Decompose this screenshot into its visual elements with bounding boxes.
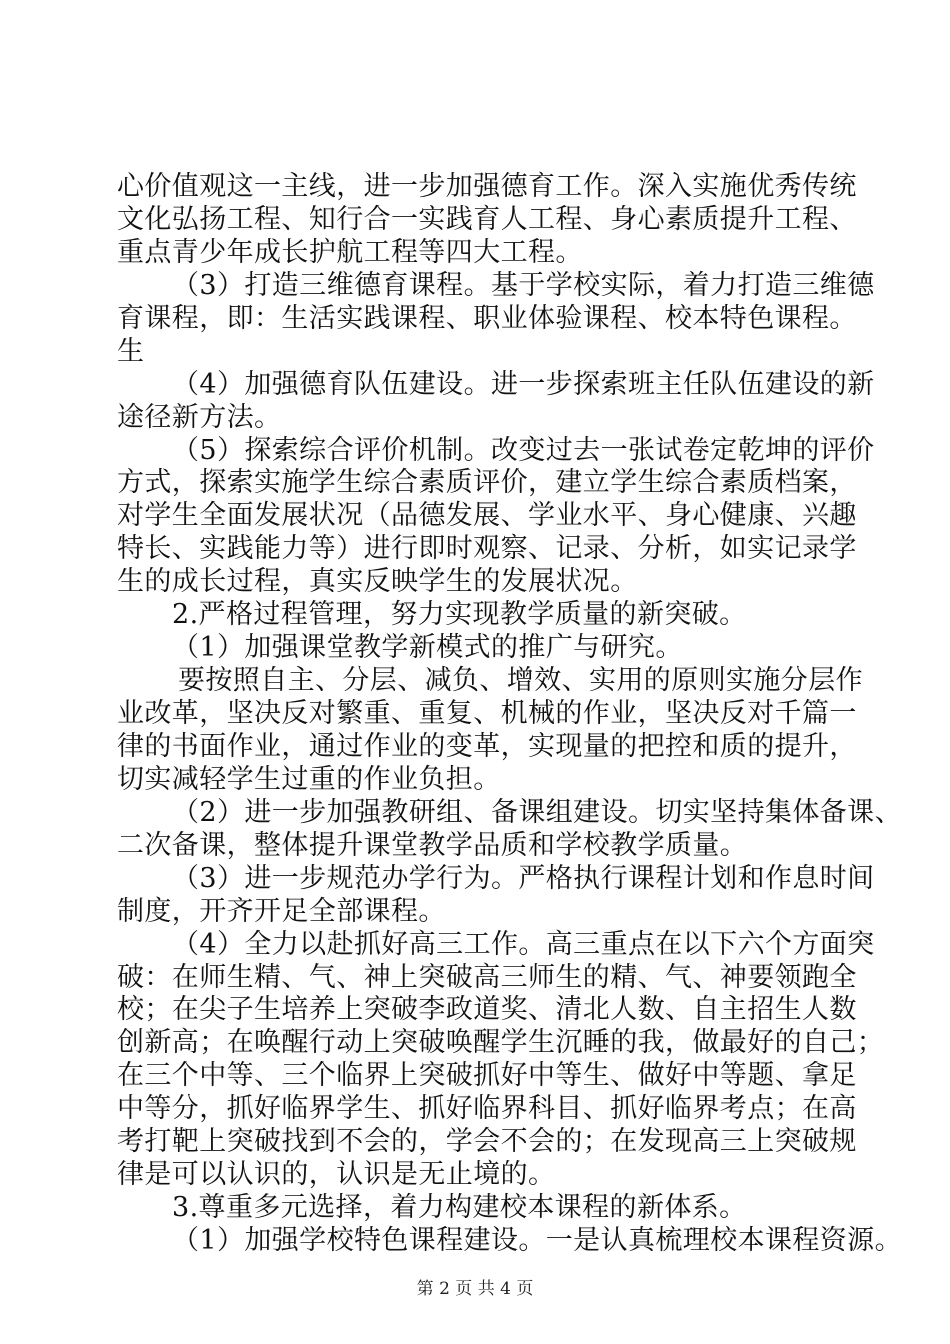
text-line: （1）加强课堂教学新模式的推广与研究。 xyxy=(172,632,683,663)
text-line: （1）加强学校特色课程建设。一是认真梳理校本课程资源。 xyxy=(172,1225,902,1256)
text-line: 在三个中等、三个临界上突破抓好中等生、做好中等题、拿足 xyxy=(117,1060,857,1091)
text-line: （4）全力以赴抓好高三工作。高三重点在以下六个方面突 xyxy=(172,929,875,960)
text-line: （3）进一步规范办学行为。严格执行课程计划和作息时间 xyxy=(172,863,875,894)
text-line: （4）加强德育队伍建设。进一步探索班主任队伍建设的新 xyxy=(172,369,875,400)
text-line: 方式，探索实施学生综合素质评价，建立学生综合素质档案， xyxy=(117,467,857,498)
text-line: 要按照自主、分层、减负、增效、实用的原则实施分层作 xyxy=(178,665,863,696)
text-line: 中等分，抓好临界学生、抓好临界科目、抓好临界考点；在高 xyxy=(117,1093,857,1124)
text-line: 二次备课，整体提升课堂教学品质和学校教学质量。 xyxy=(117,830,748,861)
text-line: 特长、实践能力等）进行即时观察、记录、分析，如实记录学 xyxy=(117,533,857,564)
text-line: 对学生全面发展状况（品德发展、学业水平、身心健康、兴趣 xyxy=(117,500,857,531)
text-line: 律是可以认识的，认识是无止境的。 xyxy=(117,1159,556,1190)
text-line: 切实减轻学生过重的作业负担。 xyxy=(117,764,501,795)
text-line: 途径新方法。 xyxy=(117,402,282,433)
text-line: 心价值观这一主线，进一步加强德育工作。深入实施优秀传统 xyxy=(117,171,857,202)
text-line: 育课程，即：生活实践课程、职业体验课程、校本特色课程。 xyxy=(117,303,857,334)
text-line: 制度，开齐开足全部课程。 xyxy=(117,896,446,927)
text-line: （3）打造三维德育课程。基于学校实际，着力打造三维德 xyxy=(172,270,875,301)
text-line: 律的书面作业，通过作业的变革，实现量的把控和质的提升， xyxy=(117,731,857,762)
text-line: 校；在尖子生培养上突破李政道奖、清北人数、自主招生人数 xyxy=(117,994,857,1025)
text-line: 生 xyxy=(117,336,145,367)
page-number-footer: 第 2 页 共 4 页 xyxy=(416,1279,534,1299)
section-heading: 2.严格过程管理，努力实现教学质量的新突破。 xyxy=(172,599,747,630)
text-line: 文化弘扬工程、知行合一实践育人工程、身心素质提升工程、 xyxy=(117,204,857,235)
text-line: 业改革，坚决反对繁重、重复、机械的作业，坚决反对千篇一 xyxy=(117,698,857,729)
text-line: 破：在师生精、气、神上突破高三师生的精、气、神要领跑全 xyxy=(117,962,857,993)
text-line: （2）进一步加强教研组、备课组建设。切实坚持集体备课、 xyxy=(172,797,902,828)
text-line: 创新高；在唤醒行动上突破唤醒学生沉睡的我，做最好的自己； xyxy=(117,1027,885,1058)
text-line: 重点青少年成长护航工程等四大工程。 xyxy=(117,237,583,268)
text-line: 考打靶上突破找到不会的，学会不会的；在发现高三上突破规 xyxy=(117,1126,857,1157)
text-line: （5）探索综合评价机制。改变过去一张试卷定乾坤的评价 xyxy=(172,435,875,466)
section-heading: 3.尊重多元选择，着力构建校本课程的新体系。 xyxy=(172,1192,747,1223)
text-line: 生的成长过程，真实反映学生的发展状况。 xyxy=(117,566,638,597)
